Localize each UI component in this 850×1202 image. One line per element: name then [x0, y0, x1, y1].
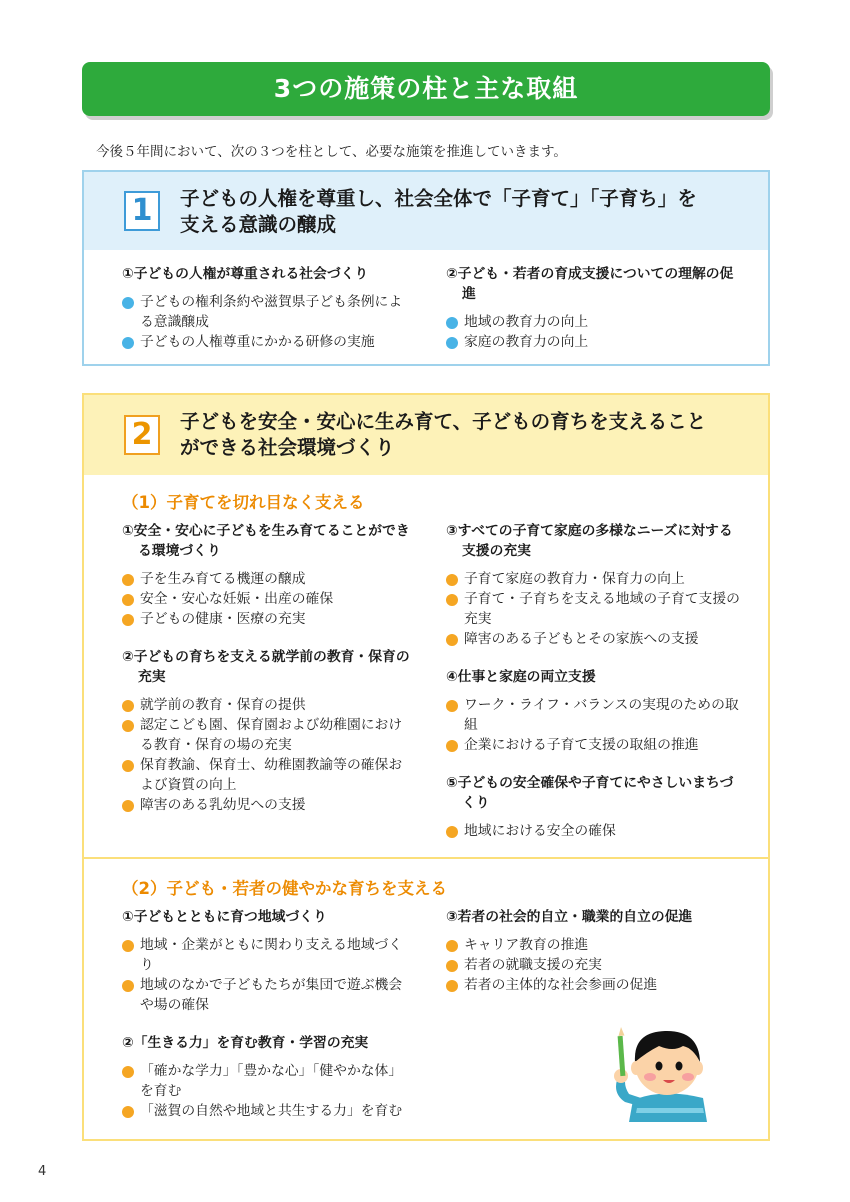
section-1-item-1	[122, 521, 414, 629]
list-item: 地域における安全の確保	[446, 821, 742, 841]
bullet-dot-icon	[122, 1106, 134, 1118]
list-item: 子育て・子育ちを支える地域の子育て支援の充実	[446, 589, 742, 629]
item-title: ①安全・安心に子どもを生み育てることができる環境づくり	[122, 523, 410, 559]
list-item: 就学前の教育・保育の提供	[122, 695, 414, 715]
item-title: ①子どもの人権が尊重される社会づくり	[122, 266, 369, 282]
pillar-1-title	[180, 186, 750, 238]
section-1-right-column	[446, 521, 742, 841]
page-number: 4	[38, 1164, 47, 1179]
list-item: 若者の就職支援の充実	[446, 955, 742, 975]
list-item: 地域の教育力の向上	[446, 312, 741, 332]
list-item: 「滋賀の自然や地域と共生する力」を育む	[122, 1101, 414, 1121]
bullet-dot-icon	[122, 594, 134, 606]
intro-text: 今後５年間において、次の３つを柱として、必要な施策を推進していきます。	[96, 144, 567, 160]
bullet-dot-icon	[122, 337, 134, 349]
section-divider	[84, 857, 768, 859]
section-2-left-column	[122, 907, 414, 1121]
pillar-1-header	[84, 172, 768, 250]
pillar-1-title-line2: 支える意識の醸成	[180, 213, 337, 236]
pillar-1-title-line1: 子どもの人権を尊重し、社会全体で「子育て」「子育ち」を	[180, 187, 697, 210]
bullet-dot-icon	[446, 940, 458, 952]
item-title: ②「生きる力」を育む教育・学習の充実	[122, 1035, 369, 1051]
bullet-dot-icon	[122, 700, 134, 712]
bullet-dot-icon	[122, 297, 134, 309]
bullet-dot-icon	[446, 574, 458, 586]
list-item: 「確かな学力」「豊かな心」「健やかな体」を育む	[122, 1061, 414, 1101]
item-title: ③若者の社会的自立・職業的自立の促進	[446, 909, 693, 925]
bullet-dot-icon	[122, 940, 134, 952]
item-title: ⑤子どもの安全確保や子育てにやさしいまちづくり	[446, 775, 734, 811]
item-title: ②子ども・若者の育成支援についての理解の促進	[446, 266, 734, 302]
list-item: キャリア教育の推進	[446, 935, 742, 955]
list-item: 子どもの健康・医療の充実	[122, 609, 414, 629]
bullet-dot-icon	[446, 980, 458, 992]
bullet-dot-icon	[122, 614, 134, 626]
list-item: 認定こども園、保育園および幼稚園における教育・保育の場の充実	[122, 715, 414, 755]
page-banner: 3つの施策の柱と主な取組	[82, 62, 770, 116]
section-1-item-5	[446, 773, 742, 841]
pillar-1-box	[82, 170, 770, 366]
bullet-dot-icon	[446, 960, 458, 972]
list-item: 保育教諭、保育士、幼稚園教諭等の確保および資質の向上	[122, 755, 414, 795]
section-2-title: （2）子ども・若者の健やかな育ちを支える	[122, 879, 447, 898]
pillar-2-title	[180, 409, 750, 461]
bullet-dot-icon	[446, 634, 458, 646]
bullet-dot-icon	[122, 720, 134, 732]
pillar-1-item-1	[122, 264, 412, 352]
bullet-dot-icon	[122, 980, 134, 992]
section-2-right-column	[446, 907, 742, 995]
bullet-dot-icon	[122, 1066, 134, 1078]
pillar-2-title-line1: 子どもを安全・安心に生み育て、子どもの育ちを支えること	[180, 410, 707, 433]
section-2-item-1	[122, 907, 414, 1015]
bullet-dot-icon	[446, 317, 458, 329]
section-1-item-4	[446, 667, 742, 755]
item-title: ②子どもの育ちを支える就学前の教育・保育の充実	[122, 649, 410, 685]
list-item: 子を生み育てる機運の醸成	[122, 569, 414, 589]
section-2-item-2	[122, 1033, 414, 1121]
section-1-item-3	[446, 521, 742, 649]
list-item: 地域のなかで子どもたちが集団で遊ぶ機会や場の確保	[122, 975, 414, 1015]
bullet-dot-icon	[122, 574, 134, 586]
pillar-1-number: 1	[124, 191, 160, 231]
bullet-dot-icon	[446, 337, 458, 349]
bullet-dot-icon	[446, 594, 458, 606]
list-item: 若者の主体的な社会参画の促進	[446, 975, 742, 995]
list-item: 家庭の教育力の向上	[446, 332, 741, 352]
list-item: 子どもの人権尊重にかかる研修の実施	[122, 332, 412, 352]
pillar-2-number: 2	[124, 415, 160, 455]
bullet-dot-icon	[446, 740, 458, 752]
item-title: ③すべての子育て家庭の多様なニーズに対する支援の充実	[446, 523, 733, 559]
list-item: 子育て家庭の教育力・保育力の向上	[446, 569, 742, 589]
bullet-dot-icon	[446, 826, 458, 838]
pillar-1-item-2	[446, 264, 741, 352]
section-1-title: （1）子育てを切れ目なく支える	[122, 493, 365, 512]
pillar-2-header	[84, 395, 768, 475]
list-item: 子どもの権利条約や滋賀県子ども条例による意識醸成	[122, 292, 412, 332]
child-with-pencil-illustration	[603, 1022, 723, 1122]
pillar-2-title-line2: ができる社会環境づくり	[180, 436, 395, 459]
list-item: 障害のある乳幼児への支援	[122, 795, 414, 815]
bullet-dot-icon	[122, 800, 134, 812]
item-title: ④仕事と家庭の両立支援	[446, 669, 596, 685]
list-item: 地域・企業がともに関わり支える地域づくり	[122, 935, 414, 975]
list-item: 障害のある子どもとその家族への支援	[446, 629, 742, 649]
section-2-item-3	[446, 907, 742, 995]
bullet-dot-icon	[122, 760, 134, 772]
section-1-item-2	[122, 647, 414, 815]
item-title: ①子どもとともに育つ地域づくり	[122, 909, 327, 925]
list-item: 企業における子育て支援の取組の推進	[446, 735, 742, 755]
list-item: ワーク・ライフ・バランスの実現のための取組	[446, 695, 742, 735]
list-item: 安全・安心な妊娠・出産の確保	[122, 589, 414, 609]
bullet-dot-icon	[446, 700, 458, 712]
section-1-left-column	[122, 521, 414, 815]
